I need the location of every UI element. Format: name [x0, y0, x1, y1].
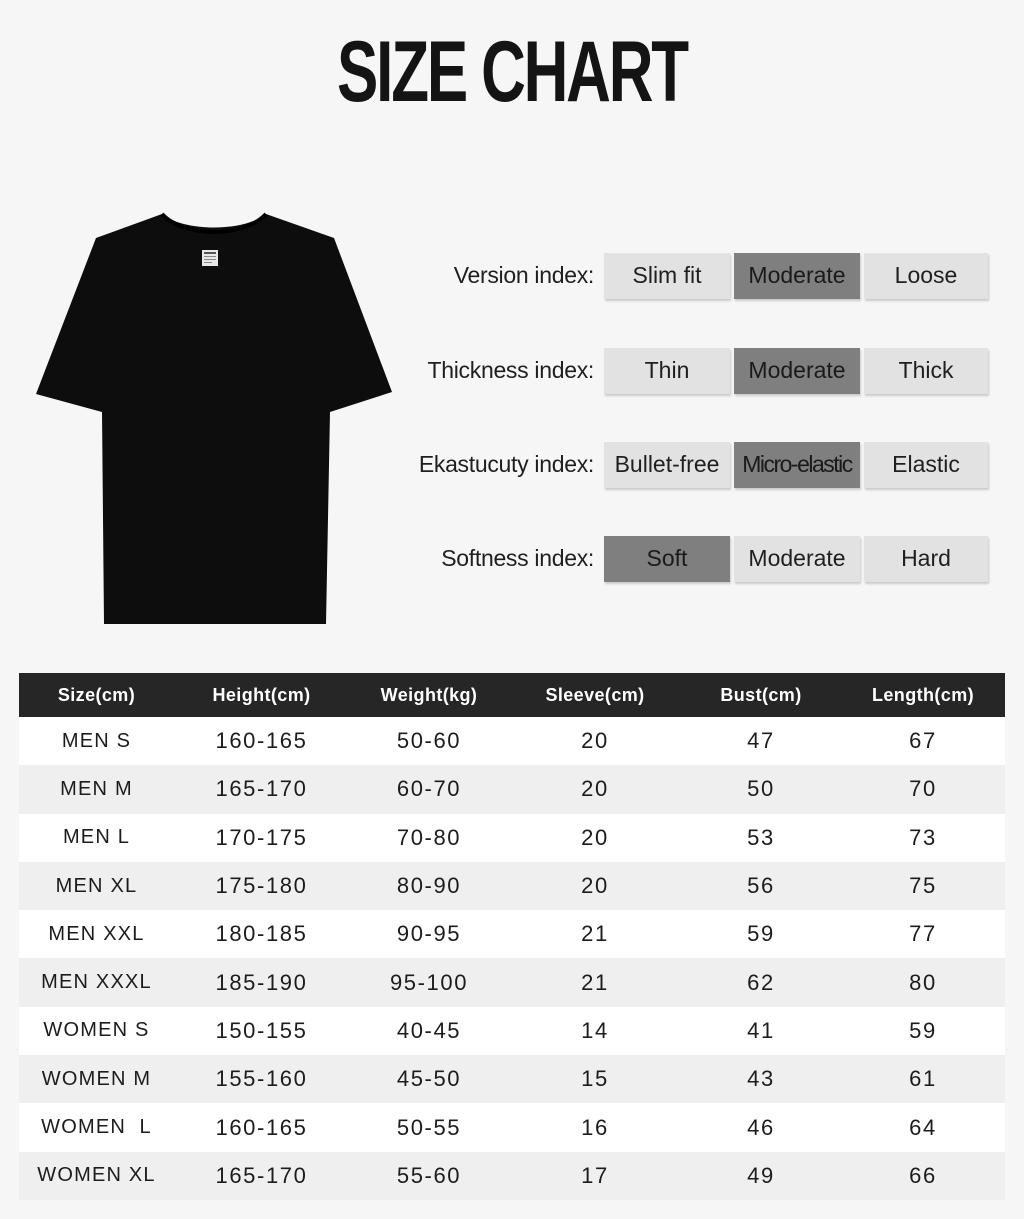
table-cell: 80-90 — [396, 873, 462, 899]
index-option: Hard — [864, 536, 988, 582]
table-cell: 64 — [909, 1114, 937, 1140]
table-row — [19, 1055, 1005, 1103]
table-row — [19, 1007, 1005, 1055]
index-option: Thick — [864, 348, 988, 394]
table-cell: WOMEN L — [41, 1116, 152, 1139]
header-weight: Weight(kg) — [380, 684, 478, 705]
index-row — [0, 536, 1024, 582]
table-cell: 77 — [909, 921, 937, 947]
header-sleeve: Sleeve(cm) — [545, 684, 645, 705]
table-cell: 73 — [909, 824, 937, 850]
table-cell: 14 — [581, 1017, 609, 1043]
table-cell: 20 — [581, 728, 609, 754]
table-cell: 60-70 — [396, 776, 462, 802]
table-cell: 47 — [747, 728, 775, 754]
table-cell: 150-155 — [215, 1017, 308, 1043]
table-row — [19, 765, 1005, 813]
index-label: Thickness index: — [427, 357, 594, 383]
table-cell: 20 — [581, 824, 609, 850]
table-row — [19, 1152, 1005, 1200]
table-cell: 61 — [909, 1066, 937, 1092]
index-option: Elastic — [864, 442, 988, 488]
table-cell: 175-180 — [215, 873, 308, 899]
table-cell: 66 — [909, 1162, 937, 1188]
index-option: Moderate — [734, 536, 860, 582]
table-cell: 160-165 — [215, 728, 308, 754]
table-cell: 21 — [581, 921, 609, 947]
table-cell: 55-60 — [396, 1162, 462, 1188]
table-cell: 40-45 — [396, 1017, 462, 1043]
index-option: Loose — [864, 253, 988, 299]
table-cell: 15 — [581, 1066, 609, 1092]
index-option: Thin — [604, 348, 730, 394]
index-option: Bullet-free — [604, 442, 730, 488]
table-cell: 46 — [747, 1114, 775, 1140]
index-label: Version index: — [453, 262, 594, 288]
header-height: Height(cm) — [212, 684, 311, 705]
table-cell: 16 — [581, 1114, 609, 1140]
table-cell: 180-185 — [215, 921, 308, 947]
table-cell: 21 — [581, 969, 609, 995]
table-cell: MEN M — [60, 777, 133, 800]
index-option-selected: Soft — [604, 536, 730, 582]
table-cell: 62 — [747, 969, 775, 995]
index-row — [0, 253, 1024, 299]
table-cell: WOMEN M — [41, 1067, 152, 1090]
table-cell: MEN S — [61, 729, 132, 752]
table-cell: 70 — [909, 776, 937, 802]
table-cell: 155-160 — [215, 1066, 308, 1092]
table-cell: 80 — [909, 969, 937, 995]
page-title: SIZE CHART — [337, 24, 687, 120]
table-cell: 170-175 — [215, 824, 308, 850]
table-cell: 45-50 — [396, 1066, 462, 1092]
table-cell: 185-190 — [215, 969, 308, 995]
table-cell: 56 — [747, 873, 775, 899]
table-body — [19, 717, 1005, 1200]
table-cell: 95-100 — [389, 969, 469, 995]
header-size: Size(cm) — [57, 684, 136, 705]
table-cell: 49 — [747, 1162, 775, 1188]
table-cell: MEN XXXL — [41, 971, 152, 994]
table-cell: 50-55 — [396, 1114, 462, 1140]
index-option-selected: Moderate — [734, 348, 860, 394]
table-cell: 67 — [909, 728, 937, 754]
index-label: Softness index: — [441, 545, 594, 571]
table-cell: 165-170 — [215, 776, 308, 802]
index-option-selected: Micro-elastic — [734, 442, 860, 488]
table-cell: 75 — [909, 873, 937, 899]
table-row — [19, 910, 1005, 958]
table-cell: 50-60 — [396, 728, 462, 754]
table-cell: 53 — [747, 824, 775, 850]
table-row — [19, 814, 1005, 862]
table-cell: 160-165 — [215, 1114, 308, 1140]
table-row — [19, 1103, 1005, 1151]
table-cell: 50 — [747, 776, 775, 802]
size-table — [19, 673, 1005, 1200]
index-option: Slim fit — [604, 253, 730, 299]
table-row — [19, 958, 1005, 1006]
table-cell: 90-95 — [396, 921, 462, 947]
table-cell: WOMEN XL — [37, 1164, 156, 1187]
table-cell: 41 — [747, 1017, 775, 1043]
table-cell: 20 — [581, 776, 609, 802]
table-row — [19, 717, 1005, 765]
table-cell: MEN XL — [55, 874, 138, 897]
index-row — [0, 348, 1024, 394]
index-row — [0, 442, 1024, 488]
table-cell: 20 — [581, 873, 609, 899]
table-cell: MEN XXL — [48, 922, 145, 945]
table-cell: MEN L — [62, 826, 131, 849]
header-length: Length(cm) — [872, 684, 974, 705]
index-option-selected: Moderate — [734, 253, 860, 299]
table-cell: WOMEN S — [43, 1019, 150, 1042]
table-cell: 165-170 — [215, 1162, 308, 1188]
table-cell: 43 — [747, 1066, 775, 1092]
table-header — [19, 673, 1005, 717]
table-cell: 59 — [909, 1017, 937, 1043]
table-cell: 70-80 — [396, 824, 462, 850]
table-cell: 17 — [581, 1162, 609, 1188]
header-bust: Bust(cm) — [720, 684, 802, 705]
index-label: Ekastucuty index: — [418, 451, 594, 477]
table-row — [19, 862, 1005, 910]
table-cell: 59 — [747, 921, 775, 947]
